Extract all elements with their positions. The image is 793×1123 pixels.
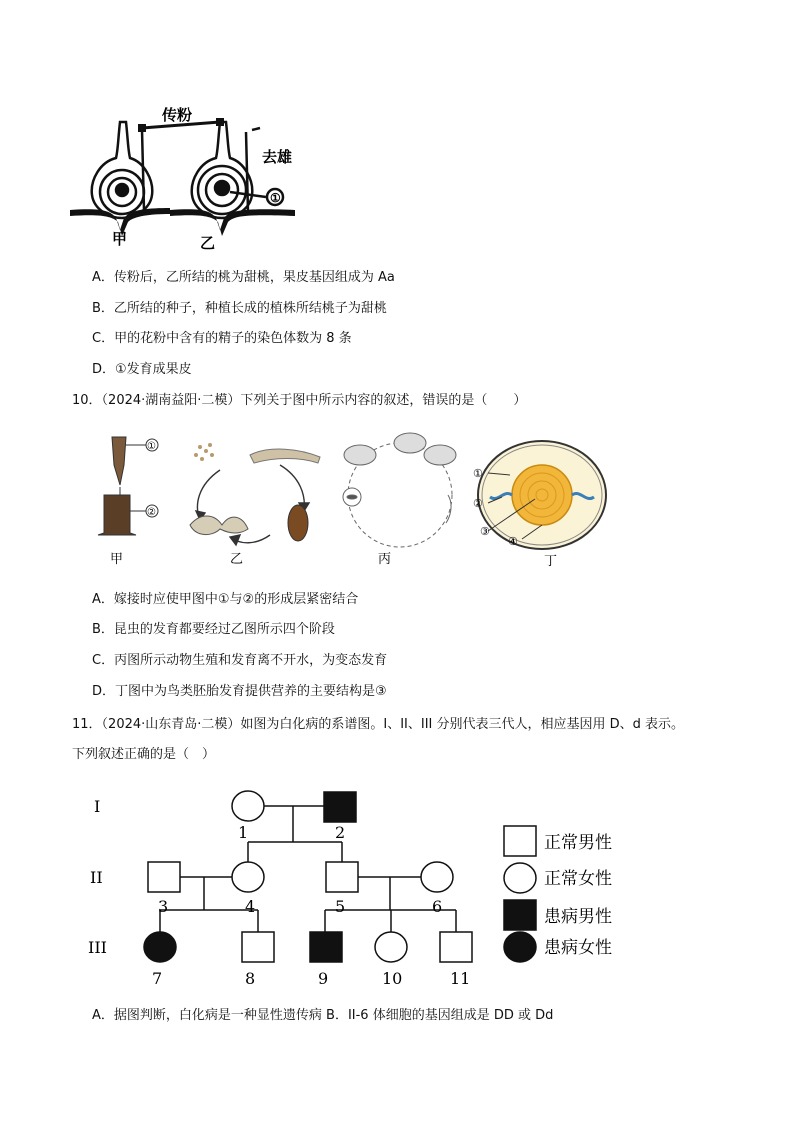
ind-8: 8	[245, 969, 256, 988]
q10-stem: 10．（2024·湖南益阳·二模）下列关于图中所示内容的叙述，错误的是（ ）	[72, 393, 527, 408]
q9-option-c: C．甲的花粉中含有的精子的染色体数为 8 条	[92, 331, 352, 346]
q10-mark-2d: ②	[473, 497, 483, 510]
fig-bing-label: 丙	[378, 552, 392, 567]
ind-2: 2	[335, 823, 346, 842]
q10-mark-4d: ④	[508, 535, 518, 548]
q10-mark-3d: ③	[480, 525, 490, 538]
ind-11: 11	[450, 969, 471, 988]
q10-mark-2a: ②	[147, 507, 156, 518]
legend-normal-male: 正常男性	[544, 833, 612, 853]
q10-mark-1d: ①	[473, 467, 483, 480]
fig-yi-label: 乙	[230, 552, 244, 567]
q11-stem-line2: 下列叙述正确的是（ ）	[72, 747, 216, 762]
q10-figure	[90, 425, 650, 575]
q10-option-b: B．昆虫的发育都要经过乙图所示四个阶段	[92, 622, 335, 637]
emasculation-label: 去雄	[262, 148, 293, 166]
generation-I: I	[94, 797, 101, 816]
fig-jia-label: 甲	[110, 552, 124, 567]
flower-jia-label: 甲	[112, 230, 128, 248]
q11-options-ab: A．据图判断，白化病是一种显性遗传病 B．II-6 体细胞的基因组成是 DD 或 Dd	[92, 1008, 554, 1023]
q11-stem-line1: 11．（2024·山东青岛·二模）如图为白化病的系谱图。I、II、III 分别代表三代人，相应基因用 D、d 表示。	[72, 717, 685, 732]
q10-option-a: A．嫁接时应使甲图中①与②的形成层紧密结合	[92, 592, 359, 607]
ind-1: 1	[238, 823, 249, 842]
q9-option-b: B．乙所结的种子，种植长成的植株所结桃子为甜桃	[92, 301, 387, 316]
ind-3: 3	[158, 897, 169, 916]
q9-option-a: A．传粉后，乙所结的桃为甜桃，果皮基因组成为 Aa	[92, 270, 395, 285]
legend-normal-female: 正常女性	[544, 869, 612, 889]
ind-4: 4	[245, 897, 256, 916]
ind-5: 5	[335, 897, 346, 916]
frog-life-cycle	[343, 433, 456, 547]
pollination-label: 传粉	[162, 106, 193, 124]
mark-1-label: ①	[270, 191, 281, 205]
ind-7: 7	[152, 969, 163, 988]
pedigree-chart	[80, 780, 640, 995]
ind-9: 9	[318, 969, 329, 988]
flower-pollination-figure	[70, 100, 310, 250]
q10-option-c: C．丙图所示动物生殖和发育离不开水，为变态发育	[92, 653, 388, 668]
q10-option-d: D．丁图中为鸟类胚胎发育提供营养的主要结构是③	[92, 684, 387, 699]
q9-option-d: D．①发育成果皮	[92, 362, 192, 377]
bird-egg-structure	[478, 441, 606, 549]
ind-10: 10	[382, 969, 403, 988]
q10-mark-1a: ①	[147, 441, 156, 452]
ind-6: 6	[432, 897, 443, 916]
legend-affected-female: 患病女性	[544, 938, 612, 958]
flower-yi-label: 乙	[200, 234, 216, 250]
generation-III: III	[88, 938, 107, 957]
generation-II: II	[90, 868, 103, 887]
fig-ding-label: 丁	[544, 554, 558, 569]
legend-affected-male: 患病男性	[544, 907, 612, 927]
